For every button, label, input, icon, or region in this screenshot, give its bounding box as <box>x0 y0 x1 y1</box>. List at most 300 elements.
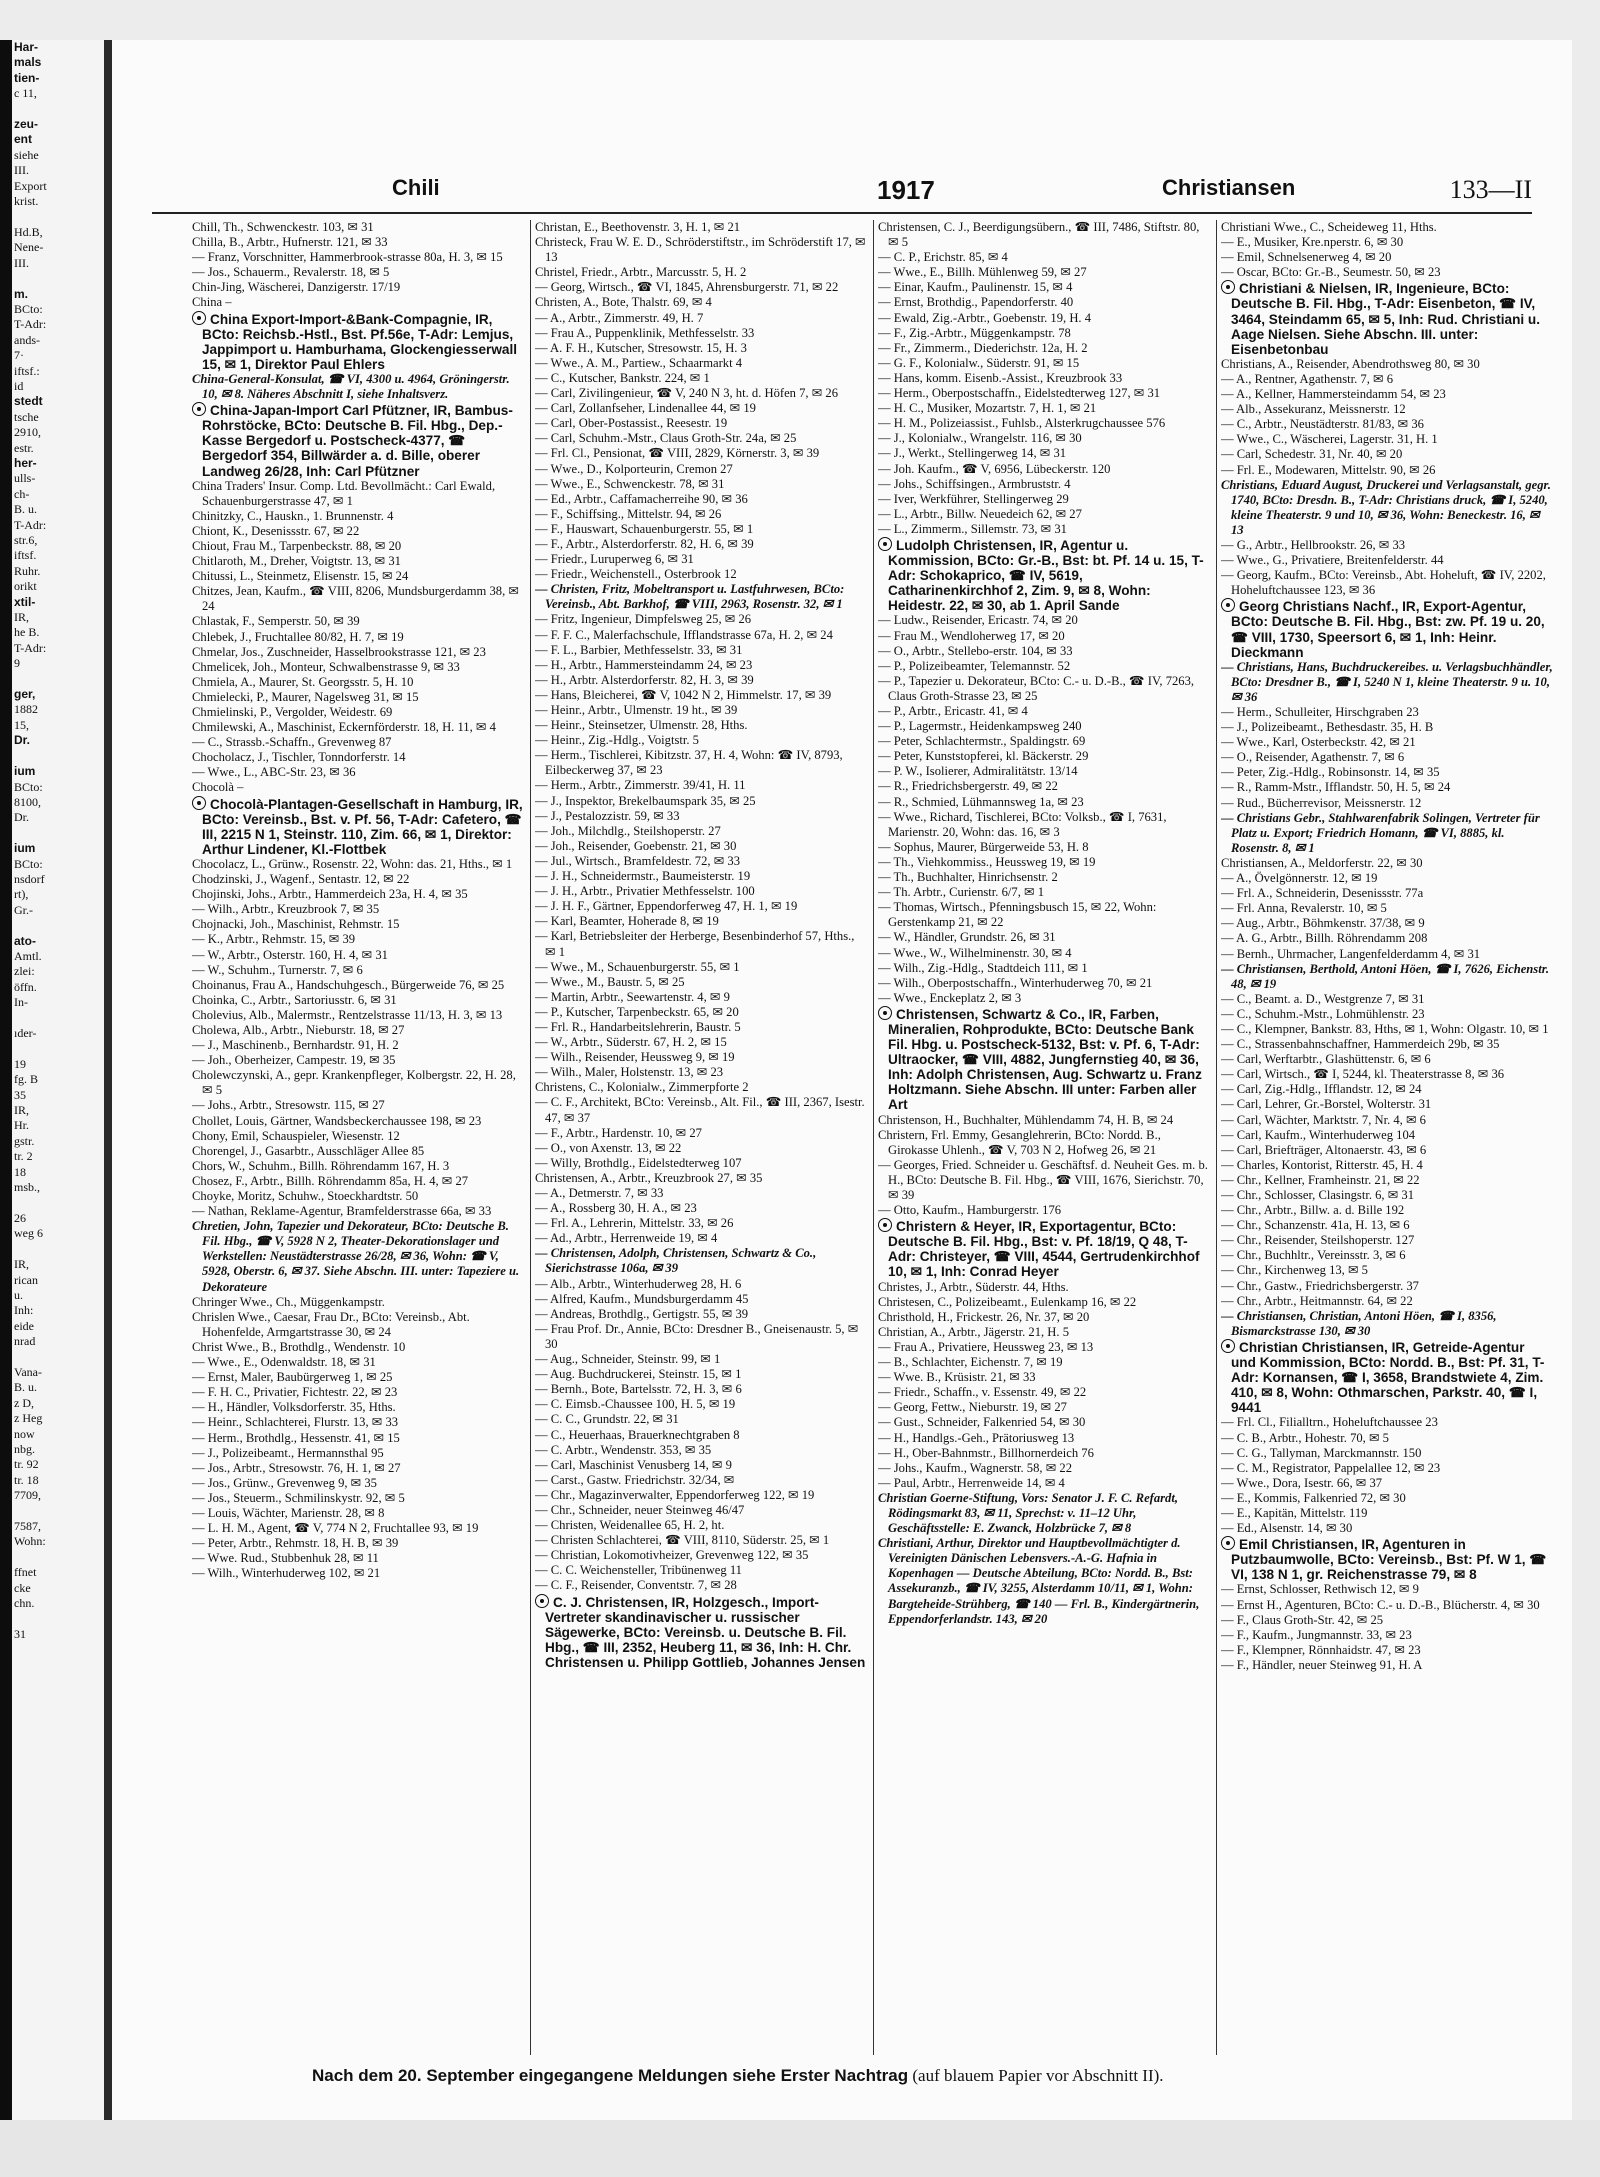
directory-entry: — A., Rossberg 30, H. A., ✉ 23 <box>535 1201 697 1216</box>
fragment-text: id <box>14 378 24 393</box>
registered-firm-icon <box>192 402 206 416</box>
directory-entry: — L., Arbtr., Billw. Neuedeich 62, ✉ 27 <box>878 506 1082 521</box>
directory-entry: — W., Arbtr., Osterstr. 160, H. 4, ✉ 31 <box>192 947 388 962</box>
directory-entry: — E., Musiker, Kre.nperstr. 6, ✉ 30 <box>1221 235 1404 250</box>
directory-entry: Christenson, H., Buchhalter, Mühlendamm 74, H. B, ✉ 24 <box>878 1112 1174 1127</box>
directory-entry: — A., Kellner, Hammersteindamm 54, ✉ 23 <box>1221 387 1446 402</box>
fragment-line <box>12 333 104 348</box>
directory-entry: Chitussi, L., Steinmetz, Elisenstr. 15, ✉ 24 <box>192 569 409 584</box>
fragment-line <box>12 1103 104 1118</box>
directory-entry: — R., Friedrichsbergerstr. 49, ✉ 22 <box>878 779 1058 794</box>
directory-entry: — Johs., Arbtr., Stresowstr. 115, ✉ 27 <box>192 1098 385 1113</box>
scan-edge <box>0 40 12 2120</box>
fragment-text: eide <box>14 1318 34 1333</box>
fragment-line <box>12 841 104 856</box>
directory-entry: — Carl, Kaufm., Winterhuderweg 104 <box>1221 1127 1416 1142</box>
fragment-text: 18 <box>14 1164 26 1179</box>
directory-entry: — Carl, Briefträger, Altonaerstr. 43, ✉ 6 <box>1221 1142 1427 1157</box>
directory-entry: — R., Schmied, Lühmannsweg 1a, ✉ 23 <box>878 794 1084 809</box>
directory-entry: — Chr., Arbtr., Billw. a. d. Bille 192 <box>1221 1203 1405 1218</box>
directory-entry: Chitlaroth, M., Dreher, Voigtstr. 13, ✉ 31 <box>192 554 401 569</box>
fragment-line <box>12 364 104 379</box>
fragment-text: 26 <box>14 1210 26 1225</box>
fragment-text: In- <box>14 995 28 1010</box>
fragment-line <box>12 1072 104 1087</box>
fragment-text: T-Adr: <box>14 640 47 655</box>
column-divider <box>873 220 874 2055</box>
directory-entry: Choyke, Moritz, Schuhw., Stoeckhardtstr. 50 <box>192 1189 419 1203</box>
directory-entry: — Carl, Schuhm.-Mstr., Claus Groth-Str. 24a, ✉ 25 <box>535 431 797 446</box>
directory-entry: — Christen Schlachterei, ☎ VIII, 8110, Süderstr. 25, ✉ 1 <box>535 1533 830 1548</box>
directory-entry: — F., Kaufm., Jungmannstr. 33, ✉ 23 <box>1221 1627 1412 1642</box>
directory-entry: — Wilh., Zig.-Hdlg., Stadtdeich 111, ✉ 1 <box>878 960 1088 975</box>
directory-entry: — J., Inspektor, Brekelbaumspark 35, ✉ 25 <box>535 793 756 808</box>
fragment-text <box>14 826 17 840</box>
directory-entry: — Andreas, Brothdlg., Gertigstr. 55, ✉ 39 <box>535 1306 749 1321</box>
fragment-line <box>12 102 104 117</box>
directory-entry: — Alfred, Kaufm., Mundsburgerdamm 45 <box>535 1291 749 1306</box>
directory-entry: Christes, J., Arbtr., Süderstr. 44, Hths. <box>878 1279 1069 1294</box>
header-first-entry: Chili <box>392 175 440 200</box>
fragment-text: u. <box>14 1287 23 1302</box>
fragment-text: Export <box>14 178 47 193</box>
directory-entry: Chojinski, Johs., Arbtr., Hammerdeich 23a, H. 4, ✉ 35 <box>192 887 468 902</box>
registered-firm-icon <box>1221 1339 1235 1353</box>
directory-entry: Chilla, B., Arbtr., Hufnerstr. 121, ✉ 33 <box>192 235 388 250</box>
directory-entry: Chony, Emil, Schauspieler, Wiesenstr. 12 <box>192 1128 400 1143</box>
fragment-line <box>12 348 104 363</box>
fragment-text: nbg. <box>14 1441 35 1456</box>
fragment-line <box>12 903 104 918</box>
directory-entry: Christel, Friedr., Arbtr., Marcusstr. 5, H. 2 <box>535 265 747 280</box>
directory-entry: — Ernst, Maler, Baubürgerweg 1, ✉ 25 <box>192 1370 393 1385</box>
display-entry: China-General-Konsulat, ☎ VI, 4300 u. 4964, Gröningerstr. 10, ✉ 8. Näheres Abschnitt I, siehe Inhaltsverz. <box>192 371 510 402</box>
directory-entry: — Wwe., E., Billh. Mühlenweg 59, ✉ 27 <box>878 265 1087 280</box>
directory-entry: Chiont, K., Desenissstr. 67, ✉ 22 <box>192 523 360 538</box>
fragment-line <box>12 518 104 533</box>
fragment-line <box>12 887 104 902</box>
fragment-text: zlei: <box>14 964 35 979</box>
fragment-text <box>14 271 17 285</box>
directory-entry: — Th. Arbtr., Curienstr. 6/7, ✉ 1 <box>878 885 1044 900</box>
directory-entry: — Jos., Grünw., Grevenweg 9, ✉ 35 <box>192 1475 377 1490</box>
directory-entry: — J., Maschinenb., Bernhardstr. 91, H. 2 <box>192 1038 399 1053</box>
fragment-text: rican <box>14 1272 38 1287</box>
fragment-line <box>12 302 104 317</box>
directory-entry: Cholevius, Alb., Malermstr., Rentzelstrasse 11/13, H. 3, ✉ 13 <box>192 1007 503 1022</box>
fragment-line <box>12 995 104 1010</box>
directory-entry: — P., Tapezier u. Dekorateur, BCto: C.- u. D.-B., ☎ IV, 7263, Claus Groth-Strasse 23, ✉ 25 <box>878 673 1195 703</box>
directory-entry: — Thomas, Wirtsch., Pfenningsbusch 15, ✉ 22, Wohn: Gerstenkamp 21, ✉ 22 <box>878 900 1157 930</box>
directory-entry: Christian, A., Arbtr., Jägerstr. 21, H. 5 <box>878 1324 1069 1339</box>
directory-entry: — Carl, Zollanfseher, Lindenallee 44, ✉ 19 <box>535 401 756 416</box>
fragment-line <box>12 1011 104 1026</box>
directory-entry: — Wwe., Karl, Osterbeckstr. 42, ✉ 21 <box>1221 735 1416 750</box>
directory-entry: — C. Eimsb.-Chaussee 100, H. 5, ✉ 19 <box>535 1397 736 1412</box>
fragment-line <box>12 1211 104 1226</box>
fragment-text: msb., <box>14 1180 41 1195</box>
fragment-line <box>12 471 104 486</box>
firm-entry: Ludolph Christensen, IR, Agentur u. Kommission, BCto: Gr.-B., Bst: bt. Pf. 14 u. 15, T-Adr: Schokaprico, ☎ IV, 5619, Catharinenkirchhof 2, Zim. 9, ✉ 8, Wohn: Heidestr. 22, ✉ 30, ab 1. April Sande <box>878 537 1210 613</box>
directory-entry: Chmelar, Jos., Zuschneider, Hasselbrookstrasse 121, ✉ 23 <box>192 644 486 659</box>
directory-entry: — Ed., Alsenstr. 14, ✉ 30 <box>1221 1521 1353 1536</box>
fragment-line <box>12 656 104 671</box>
fragment-line <box>12 256 104 271</box>
directory-entry: Christensen, A., Arbtr., Kreuzbrook 27, ✉ 35 <box>535 1170 763 1185</box>
directory-entry: — Willy, Brothdlg., Eidelstedterweg 107 <box>535 1155 742 1170</box>
directory-entry: — Georg, Wirtsch., ☎ VI, 1845, Ahrensburgerstr. 71, ✉ 22 <box>535 280 839 295</box>
fragment-text: xtil- <box>14 594 36 609</box>
directory-entry: — Wwe., M., Schauenburgerstr. 55, ✉ 1 <box>535 959 740 974</box>
fragment-text: c 11, <box>14 86 37 101</box>
directory-entry: Chosez, F., Arbtr., Billh. Röhrendamm 85a, H. 4, ✉ 27 <box>192 1173 469 1188</box>
fragment-text: cke <box>14 1580 31 1595</box>
fragment-text <box>14 918 17 932</box>
fragment-line <box>12 1057 104 1072</box>
fragment-line <box>12 1611 104 1626</box>
header-rule <box>152 212 1532 214</box>
directory-entry: — Peter, Schlachtermstr., Spaldingstr. 69 <box>878 734 1086 749</box>
directory-entry: Cholewczynski, A., gepr. Krankenpfleger, Kolbergstr. 22, H. 28, ✉ 5 <box>192 1068 516 1098</box>
directory-entry: — Bernh., Bote, Bartelsstr. 72, H. 3, ✉ 6 <box>535 1382 742 1397</box>
fragment-text: Vana- <box>14 1364 42 1379</box>
fragment-text: III. <box>14 255 29 270</box>
directory-entry: — Otto, Kaufm., Hamburgerstr. 176 <box>878 1203 1062 1218</box>
fragment-text: ffnet <box>14 1565 37 1580</box>
directory-entry: — J. H. F., Gärtner, Eppendorferweg 47, H. 1, ✉ 19 <box>535 899 798 914</box>
header-last-entry: Christiansen <box>1162 175 1296 200</box>
fragment-text: 35 <box>14 1087 26 1102</box>
fragment-line <box>12 687 104 702</box>
directory-entry: — Carl, Wächter, Marktstr. 7, Nr. 4, ✉ 6 <box>1221 1112 1426 1127</box>
fragment-line <box>12 826 104 841</box>
fragment-line <box>12 487 104 502</box>
directory-entry: — Wwe., M., Baustr. 5, ✉ 25 <box>535 974 685 989</box>
directory-entry: — Wwe., Richard, Tischlerei, BCto: Volksb., ☎ I, 7631, Marienstr. 20, Wohn: das. 16, ✉ 3 <box>878 809 1167 839</box>
fragment-line <box>12 1396 104 1411</box>
fragment-line <box>12 1288 104 1303</box>
directory-entry: — Joh., Oberheizer, Campestr. 19, ✉ 35 <box>192 1053 396 1068</box>
fragment-text: ium <box>14 764 36 779</box>
fragment-line <box>12 1411 104 1426</box>
registered-firm-icon <box>192 311 206 325</box>
directory-entry: — F., Händler, neuer Steinweg 91, H. A <box>1221 1657 1423 1672</box>
directory-entry: — Fr., Zimmerm., Diederichstr. 12a, H. 2 <box>878 340 1088 355</box>
display-entry: Chretien, John, Tapezier und Dekorateur, BCto: Deutsche B. Fil. Hbg., ☎ V, 5928 N 2, Theater-Dekorationslager und Werkstellen: Neustädterstrasse 26/28, ✉ 36, Wohn: ☎ V, 5928, Oberstr. 6, ✉ 37. Siehe Abschn. III. unter: Tapeziere u. Dekorateure <box>192 1219 520 1294</box>
previous-page-fragment <box>12 40 104 2120</box>
directory-entry: — F., Klempner, Rönnhaidstr. 47, ✉ 23 <box>1221 1642 1421 1657</box>
directory-entry: Chringer Wwe., Ch., Müggenkampstr. <box>192 1294 385 1309</box>
directory-entry: — Martin, Arbtr., Seewartenstr. 4, ✉ 9 <box>535 989 730 1004</box>
firm-entry: Emil Christiansen, IR, Agenturen in Putzbaumwolle, BCto: Vereinsb., Bst: Pf. W 1, ☎ VI, 138 N 1, gr. Reichenstrasse 79, ✉ 8 <box>1221 1536 1553 1582</box>
display-entry: Christian Goerne-Stiftung, Vors: Senator J. F. C. Refardt, Rödingsmarkt 83, ✉ 11, Sprechst: v. 11–12 Uhr, Geschäftsstelle: E. Zwanck, Holzbrücke 7, ✉ 8 <box>878 1490 1178 1536</box>
directory-entry: — Fritz, Ingenieur, Dimpfelsweg 25, ✉ 26 <box>535 612 752 627</box>
directory-entry: — C. P., Erichstr. 85, ✉ 4 <box>878 250 1008 265</box>
directory-entry: Chill, Th., Schwenckestr. 103, ✉ 31 <box>192 220 374 234</box>
directory-entry: — C., Klempner, Bankstr. 83, Hths, ✉ 1, Wohn: Olgastr. 10, ✉ 1 <box>1221 1021 1549 1036</box>
fragment-line <box>12 1118 104 1133</box>
fragment-line <box>12 980 104 995</box>
directory-entry: — Peter, Arbtr., Rehmstr. 18, H. B, ✉ 39 <box>192 1536 399 1551</box>
directory-page <box>112 40 1572 2120</box>
fragment-line <box>12 271 104 286</box>
directory-entry: — H., Ober-Bahnmstr., Billhornerdeich 76 <box>878 1445 1094 1460</box>
directory-entry: — L. H. M., Agent, ☎ V, 774 N 2, Fruchtallee 93, ✉ 19 <box>192 1521 479 1536</box>
running-header <box>152 175 1532 215</box>
directory-entry: — A., Detmerstr. 7, ✉ 33 <box>535 1186 664 1200</box>
display-entry: Christians, Eduard August, Druckerei und Verlagsanstalt, gegr. 1740, BCto: Dresdn. B., T-Adr: Christians druck, ☎ I, 5240, kleine Theaterstr. 9 und 10, ✉ 36, Wohn: Beneckestr. 16, ✉ 13 <box>1221 477 1551 537</box>
directory-entry: — Frau M., Wendloherweg 17, ✉ 20 <box>878 628 1065 643</box>
fragment-text: Hd.B, <box>14 224 43 239</box>
directory-entry: — Ernst, Schlosser, Rethwisch 12, ✉ 9 <box>1221 1582 1419 1597</box>
directory-entry: — C., Arbtr., Neustädterstr. 81/83, ✉ 36 <box>1221 417 1424 432</box>
column-2 <box>535 220 867 2055</box>
directory-entry: Christeck, Frau W. E. D., Schröderstiftstr., im Schröderstift 17, ✉ 13 <box>535 235 866 265</box>
fragment-line <box>12 857 104 872</box>
fragment-line <box>12 641 104 656</box>
fragment-text <box>14 1242 17 1256</box>
fragment-line <box>12 1180 104 1195</box>
directory-entry: — H., Händler, Volksdorferstr. 35, Hths. <box>192 1400 396 1415</box>
fragment-line <box>12 40 104 55</box>
fragment-line <box>12 625 104 640</box>
fragment-text <box>14 1611 17 1625</box>
directory-entry: — Georges, Fried. Schneider u. Geschäftsf. d. Neuheit Ges. m. b. H., BCto: Deutsche B. Fil. Hbg., ☎ VIII, 1676, Sierichstr. 70, ✉ 39 <box>878 1157 1208 1202</box>
directory-entry: — Frl. Anna, Revalerstr. 10, ✉ 5 <box>1221 901 1387 916</box>
directory-entry: — Chr., Buchhltr., Vereinsstr. 3, ✉ 6 <box>1221 1248 1406 1263</box>
fragment-text: mals <box>14 55 42 70</box>
footer-note <box>312 2066 1164 2086</box>
directory-entry: — Bernh., Uhrmacher, Langenfelderdamm 4, ✉ 31 <box>1221 946 1481 961</box>
directory-entry: Chocolacz, L., Grünw., Rosenstr. 22, Wohn: das. 21, Hths., ✉ 1 <box>192 856 513 871</box>
fragment-line <box>12 964 104 979</box>
directory-entry: — Alb., Assekuranz, Meissnerstr. 12 <box>1221 402 1406 417</box>
directory-entry: — Wwe., E., Odenwaldstr. 18, ✉ 31 <box>192 1355 376 1370</box>
directory-entry: — Carl, Maschinist Venusberg 14, ✉ 9 <box>535 1457 732 1472</box>
directory-entry: — Wwe., G., Privatiere, Breitenfelderstr. 44 <box>1221 553 1444 568</box>
fragment-text: gstr. <box>14 1133 35 1148</box>
directory-entry: Christiansen, A., Meldorferstr. 22, ✉ 30 <box>1221 855 1423 870</box>
directory-entry: — J. H., Schneidermstr., Baumeisterstr. 19 <box>535 869 751 884</box>
fragment-text <box>14 1350 17 1364</box>
directory-entry: — P., Kutscher, Tarpenbeckstr. 65, ✉ 20 <box>535 1004 739 1019</box>
directory-entry: — A., Övelgönnerstr. 12, ✉ 19 <box>1221 871 1378 886</box>
fragment-line <box>12 934 104 949</box>
fragment-line <box>12 872 104 887</box>
fragment-text <box>14 209 17 223</box>
directory-entry: — Wwe., D., Kolporteurin, Cremon 27 <box>535 461 733 476</box>
fragment-text: tr. 2 <box>14 1149 33 1164</box>
firm-entry: China Export-Import-&Bank-Compagnie, IR, BCto: Reichsb.-Hstl., Bst. Pf.56e, T-Adr: Lemjus, Jappimport u. Hamburhama, Glockengiesserwall 15, ✉ 1, Direktor Paul Ehlers <box>192 311 524 372</box>
directory-entry: — Chr., Schanzenstr. 41a, H. 13, ✉ 6 <box>1221 1218 1410 1233</box>
fragment-line <box>12 564 104 579</box>
directory-entry: — H., Arbtr. Alsterdorferstr. 82, H. 3, ✉ 39 <box>535 672 754 687</box>
directory-entry: Chmiela, A., Maurer, St. Georgsstr. 5, H. 10 <box>192 674 414 689</box>
registered-firm-icon <box>1221 598 1235 612</box>
fragment-text: z Heg <box>14 1411 43 1426</box>
display-entry: Christiani, Arthur, Direktor und Hauptbevollmächtigter d. Vereinigten Dänischen Lebensvers.-A.-G. Hafnia in Kopenhagen — Deutsche Abteilung, BCto: Nordd. B., Bst: Assekuranzb., ☎ IV, 3255, Alsterdamm 10/11, ✉ 1, Wohn: Bargteheide-Strühberg, ☎ 140 — Frl. B., Kindergärtnerin, Eppendorferlandstr. 143, ✉ 20 <box>878 1536 1200 1626</box>
fragment-line <box>12 579 104 594</box>
directory-entry: — Herm., Oberpostschaffn., Eidelstedterweg 127, ✉ 31 <box>878 386 1161 401</box>
fragment-text: Ruhr. <box>14 563 41 578</box>
directory-entry: Christens, C., Kolonialw., Zimmerpforte 2 <box>535 1080 749 1095</box>
registered-firm-icon <box>1221 1536 1235 1550</box>
directory-entry: — Joh. Kaufm., ☎ V, 6956, Lübeckerstr. 120 <box>878 461 1111 476</box>
fragment-line <box>12 702 104 717</box>
directory-entry: — Chr., Gastw., Friedrichsbergerstr. 37 <box>1221 1278 1419 1293</box>
fragment-text: chn. <box>14 1596 35 1611</box>
directory-entry: — Carst., Gastw. Friedrichstr. 32/34, ✉ <box>535 1472 735 1487</box>
entry-columns <box>192 220 1572 2055</box>
fragment-line <box>12 548 104 563</box>
directory-entry: — Jos., Schauerm., Revalerstr. 18, ✉ 5 <box>192 265 390 280</box>
fragment-line <box>12 86 104 101</box>
fragment-text: Nene- <box>14 240 44 255</box>
directory-entry: — Einar, Kaufm., Paulinenstr. 15, ✉ 4 <box>878 280 1073 295</box>
directory-entry: — Carl, Ober-Postassist., Reesestr. 19 <box>535 416 728 431</box>
directory-entry: — P., Polizeibeamter, Telemannstr. 52 <box>878 658 1071 673</box>
directory-entry: — Karl, Betriebsleiter der Herberge, Besenbinderhof 57, Hths., ✉ 1 <box>535 929 855 959</box>
fragment-text: IR, <box>14 1257 29 1272</box>
registered-firm-icon <box>535 1594 549 1608</box>
directory-entry: — C. F., Reisender, Conventstr. 7, ✉ 28 <box>535 1578 737 1593</box>
directory-entry: Choinka, C., Arbtr., Sartoriusstr. 6, ✉ 31 <box>192 992 397 1007</box>
directory-entry: — F. H. C., Privatier, Fichtestr. 22, ✉ 23 <box>192 1385 398 1400</box>
fragment-text <box>14 102 17 116</box>
fragment-line <box>12 1365 104 1380</box>
directory-entry: — F. L., Barbier, Methfesselstr. 33, ✉ 31 <box>535 642 743 657</box>
firm-entry: Christern & Heyer, IR, Exportagentur, BCto: Deutsche B. Fil. Hbg., Bst: v. Pf. 18/19, Q 48, T-Adr: Christeyer, ☎ VIII, 4544, Gertrudenkirchhof 10, ✉ 1, Inh: Conrad Heyer <box>878 1218 1210 1279</box>
fragment-line <box>12 533 104 548</box>
directory-entry: — C. B., Arbtr., Hohestr. 70, ✉ 5 <box>1221 1430 1389 1445</box>
directory-entry: — F., Arbtr., Alsterdorferstr. 82, H. 6, ✉ 39 <box>535 536 754 551</box>
directory-entry: Chmelicek, Joh., Monteur, Schwalbenstrasse 9, ✉ 33 <box>192 659 460 674</box>
directory-entry: — Chr., Schlosser, Clasingstr. 6, ✉ 31 <box>1221 1188 1415 1202</box>
directory-entry: Chojnacki, Joh., Maschinist, Rehmstr. 15 <box>192 917 400 932</box>
directory-entry: — Ernst, Brothdig., Papendorferstr. 40 <box>878 295 1074 310</box>
fragment-text: Dr. <box>14 810 29 825</box>
directory-entry: — Herm., Schulleiter, Hirschgraben 23 <box>1221 705 1419 719</box>
fragment-text: 1882 <box>14 702 38 717</box>
directory-entry: — F. F. C., Malerfachschule, Ifflandstrasse 67a, H. 2, ✉ 24 <box>535 627 833 642</box>
directory-entry: Chorengel, J., Gasarbtr., Ausschläger Allee 85 <box>192 1143 425 1158</box>
fragment-text: BCto: <box>14 856 43 871</box>
fragment-line <box>12 810 104 825</box>
fragment-line <box>12 718 104 733</box>
directory-entry: — Wilh., Maler, Holstenstr. 13, ✉ 23 <box>535 1065 724 1080</box>
directory-entry: — C. G., Tallyman, Marckmannstr. 150 <box>1221 1445 1422 1460</box>
header-year: 1917 <box>877 175 935 205</box>
fragment-line <box>12 764 104 779</box>
fragment-text: Har- <box>14 40 39 54</box>
registered-firm-icon <box>878 1218 892 1232</box>
fragment-text: B. u. <box>14 502 38 517</box>
fragment-line <box>12 1165 104 1180</box>
directory-entry: — H., Handlgs.-Geh., Prätoriusweg 13 <box>878 1430 1075 1445</box>
directory-entry: — Joh., Reisender, Goebenstr. 21, ✉ 30 <box>535 838 737 853</box>
fragment-text: T-Adr: <box>14 317 47 332</box>
directory-entry: — J., Pestalozzistr. 59, ✉ 33 <box>535 808 680 823</box>
directory-entry: — Oscar, BCto: Gr.-B., Seumestr. 50, ✉ 23 <box>1221 265 1441 280</box>
fragment-text: nrad <box>14 1334 36 1349</box>
book-gutter <box>104 40 112 2120</box>
fragment-line <box>12 1473 104 1488</box>
fragment-line <box>12 595 104 610</box>
directory-entry: — H. M., Polizeiassist., Fuhlsb., Alsterkrugchaussee 576 <box>878 416 1166 431</box>
directory-entry: — Frau A., Puppenklinik, Methfesselstr. 33 <box>535 325 755 340</box>
fragment-line <box>12 502 104 517</box>
directory-entry: — H., Arbtr., Hammersteindamm 24, ✉ 23 <box>535 657 753 672</box>
fragment-line <box>12 1242 104 1257</box>
directory-entry: — Wilh., Oberpostschaffn., Winterhuderweg 70, ✉ 21 <box>878 975 1153 990</box>
directory-entry: — Jos., Steuerm., Schmilinskystr. 92, ✉ 5 <box>192 1490 405 1505</box>
directory-entry: — Franz, Vorschnitter, Hammerbrook-strasse 80a, H. 3, ✉ 15 <box>192 250 503 265</box>
directory-entry: — Iver, Werkführer, Stellingerweg 29 <box>878 491 1069 506</box>
fragment-line <box>12 1195 104 1210</box>
directory-entry: Christern, Frl. Emmy, Gesanglehrerin, BCto: Nordd. B., Girokasse Uhlenh., ☎ V, 703 N 2, Hofweg 26, ✉ 21 <box>878 1127 1161 1157</box>
directory-entry: Christ Wwe., B., Brothdlg., Wendenstr. 10 <box>192 1339 406 1354</box>
fragment-text: siehe <box>14 147 39 162</box>
fragment-text: fg. B <box>14 1072 38 1087</box>
directory-entry: — Paul, Arbtr., Herrenweide 14, ✉ 4 <box>878 1475 1065 1490</box>
directory-entry: — Chr., Reisender, Steilshoperstr. 127 <box>1221 1233 1415 1248</box>
fragment-line <box>12 240 104 255</box>
fragment-line <box>12 1273 104 1288</box>
fragment-line <box>12 55 104 70</box>
directory-entry: — Wwe., L., ABC-Str. 23, ✉ 36 <box>192 765 356 780</box>
fragment-text: ent <box>14 132 32 147</box>
fragment-line <box>12 1488 104 1503</box>
display-entry: — Christiansen, Berthold, Antoni Höen, ☎ I, 7626, Eichenstr. 48, ✉ 19 <box>1221 961 1550 991</box>
fragment-line <box>12 379 104 394</box>
page-number: 133—II <box>1449 175 1532 204</box>
fragment-text <box>14 1504 17 1518</box>
firm-entry: Chocolà-Plantagen-Gesellschaft in Hamburg, IR, BCto: Vereinsb., Bst. v. Pf. 56, T-Adr: Cafetero, ☎ III, 2215 N 1, Steinstr. 110, Zim. 66, ✉ 1, Direktor: Arthur Lindener, Kl.-Flottbek <box>192 796 524 857</box>
fragment-line <box>12 1504 104 1519</box>
directory-entry: Chollet, Louis, Gärtner, Wandsbeckerchaussee 198, ✉ 23 <box>192 1113 482 1128</box>
fragment-text: IR, <box>14 610 29 625</box>
directory-entry: — Friedr., Weichenstell., Osterbrook 12 <box>535 567 737 582</box>
directory-entry: — C. C. Weichensteller, Tribünenweg 11 <box>535 1563 742 1578</box>
directory-entry: Christians, A., Reisender, Abendrothsweg 80, ✉ 30 <box>1221 356 1480 371</box>
directory-entry: — Christen, Weidenallee 65, H. 2, ht. <box>535 1518 725 1533</box>
firm-entry: Christiani & Nielsen, IR, Ingenieure, BCto: Deutsche B. Fil. Hbg., T-Adr: Eisenbeton, ☎ IV, 3464, Steindamm 65, ✉ 5, Inh: Rud. Christiani u. Aage Nielsen. Siehe Abschn. III. unter: Eisenbetonbau <box>1221 280 1553 356</box>
footer-note-rest: (auf blauem Papier vor Abschnitt II). <box>908 2066 1164 2085</box>
directory-entry: — Frl. R., Handarbeitslehrerin, Baustr. 5 <box>535 1019 741 1034</box>
directory-entry: — Charles, Kontorist, Ritterstr. 45, H. 4 <box>1221 1157 1423 1172</box>
directory-entry: — Gust., Schneider, Falkenried 54, ✉ 30 <box>878 1415 1086 1430</box>
fragment-line <box>12 1303 104 1318</box>
fragment-text <box>14 1195 17 1209</box>
fragment-text: tr. 92 <box>14 1457 39 1472</box>
directory-entry: — Ludw., Reisender, Ericastr. 74, ✉ 20 <box>878 613 1078 628</box>
fragment-line <box>12 1334 104 1349</box>
fragment-text: ato- <box>14 933 36 948</box>
directory-entry: — C., Strassenbahnschaffner, Hammerdeich 29b, ✉ 35 <box>1221 1037 1500 1052</box>
directory-entry: Christan, E., Beethovenstr. 3, H. 1, ✉ 21 <box>535 220 741 234</box>
fragment-line <box>12 1427 104 1442</box>
directory-entry: — W., Arbtr., Süderstr. 67, H. 2, ✉ 15 <box>535 1035 727 1050</box>
fragment-text: T-Adr: <box>14 517 47 532</box>
fragment-text: nsdorf <box>14 871 45 886</box>
directory-entry: — Chr., Magazinverwalter, Eppendorferweg 122, ✉ 19 <box>535 1487 815 1502</box>
directory-entry: — Aug. Buchdruckerei, Steinstr. 15, ✉ 1 <box>535 1367 742 1382</box>
fragment-line <box>12 1627 104 1642</box>
directory-entry: Choinanus, Frau A., Handschuhgesch., Bürgerweide 76, ✉ 25 <box>192 977 505 992</box>
fragment-line <box>12 795 104 810</box>
directory-entry: — Alb., Arbtr., Winterhuderweg 28, H. 6 <box>535 1276 742 1291</box>
fragment-text: ands- <box>14 332 40 347</box>
